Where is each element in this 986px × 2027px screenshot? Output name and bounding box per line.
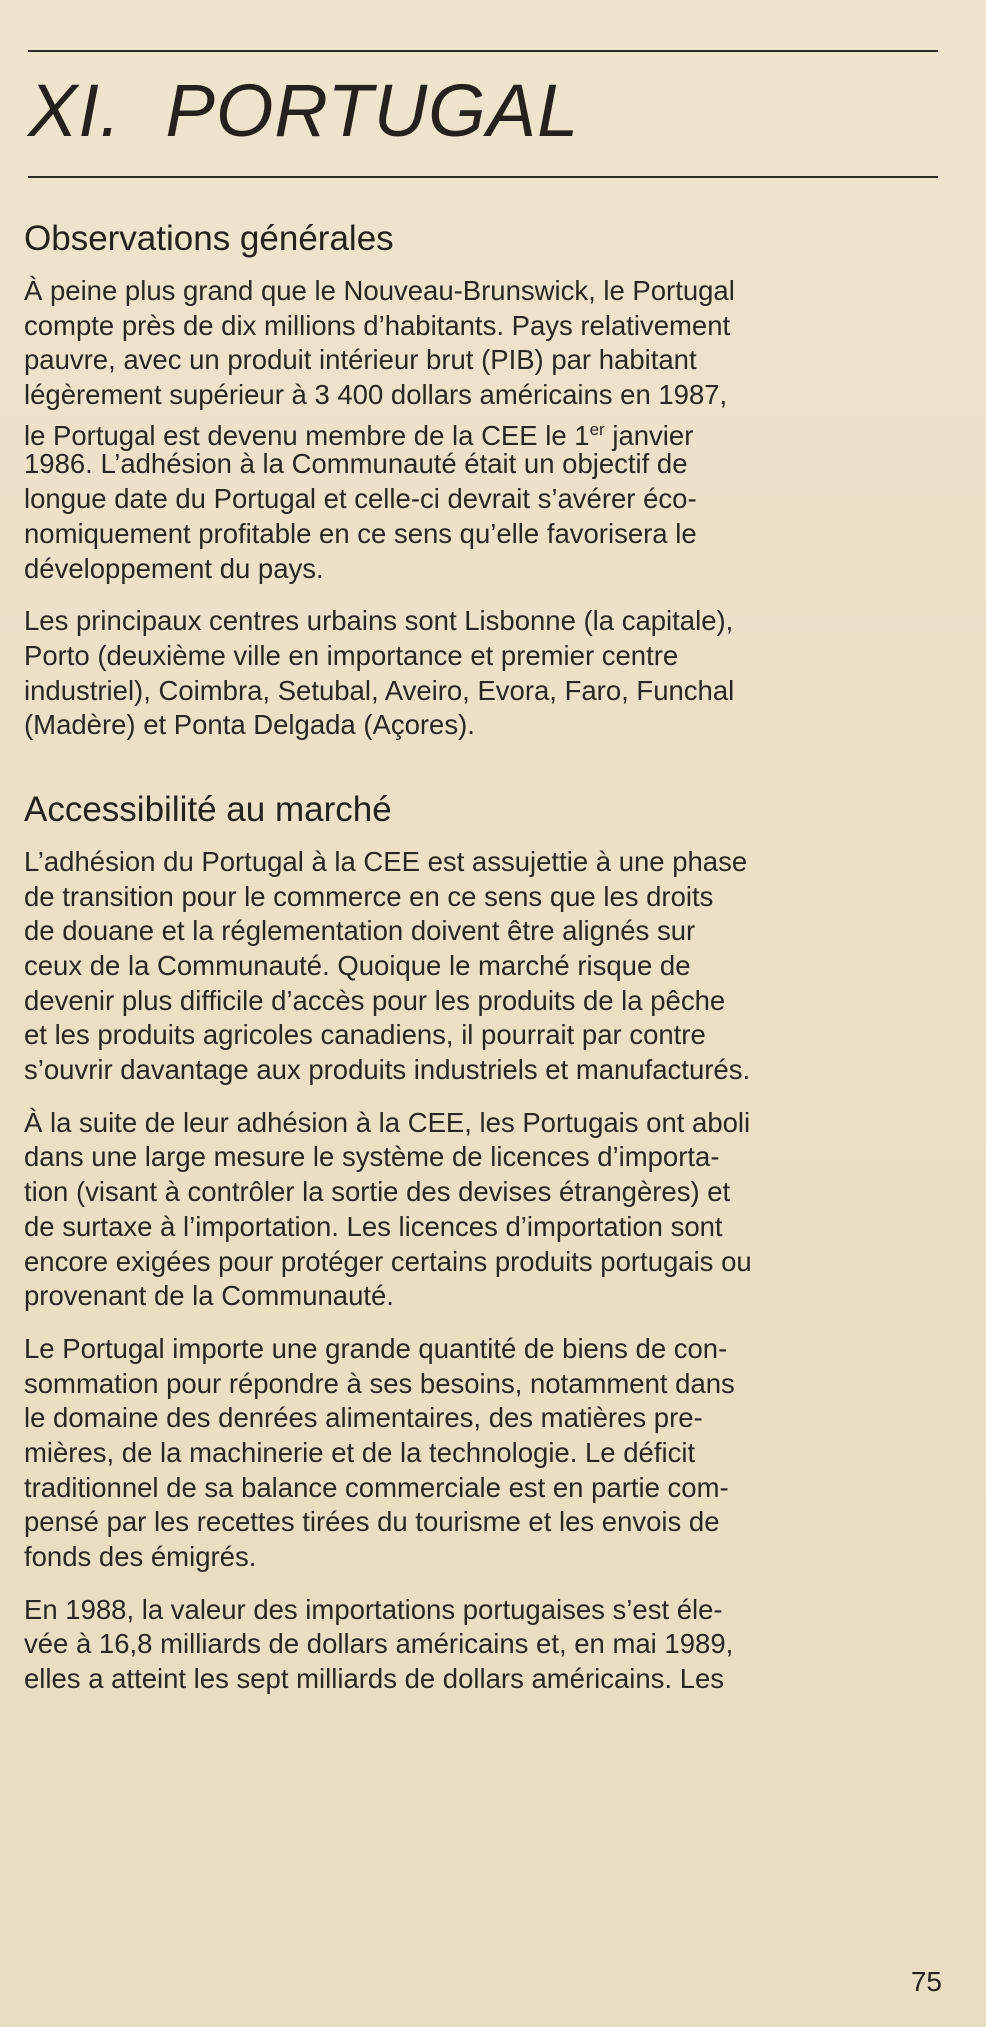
chapter-title [28, 69, 580, 152]
text-line: mières, de la machinerie et de la technologie. Le déficit [24, 1436, 696, 1468]
body-text [24, 218, 944, 1715]
paragraph [24, 604, 944, 743]
title-underline-rule [28, 176, 938, 178]
text-line: traditionnel de sa balance commerciale est en partie com- [24, 1471, 729, 1503]
text-line: et les produits agricoles canadiens, il pourrait par contre [24, 1019, 706, 1051]
text-line: s’ouvrir davantage aux produits industriels et manufacturés. [24, 1054, 751, 1086]
text-line: provenant de la Communauté. [24, 1280, 394, 1312]
paragraph [24, 1593, 944, 1697]
text-line: 1986. L’adhésion à la Communauté était un objectif de [24, 448, 688, 480]
text-line: dans une large mesure le système de licences d’importa- [24, 1141, 720, 1173]
text-line: À peine plus grand que le Nouveau-Brunswick, le Portugal [24, 275, 735, 306]
text-line: vée à 16,8 milliards de dollars américains et, en mai 1989, [24, 1628, 734, 1660]
text-line: ceux de la Communauté. Quoique le marché risque de [24, 950, 691, 981]
text-line: de transition pour le commerce en ce sens que les droits [24, 880, 714, 912]
text-line: En 1988, la valeur des importations portugaises s’est éle- [24, 1593, 723, 1625]
text-line: encore exigées pour protéger certains produits portugais ou [24, 1245, 752, 1277]
text-line: (Madère) et Ponta Delgada (Açores). [24, 709, 475, 741]
text-line: légèrement supérieur à 3 400 dollars américains en 1987, [24, 379, 728, 411]
section-heading: Accessibilité au marché [24, 789, 392, 829]
text-line: de douane et la réglementation doivent être alignés sur [24, 915, 696, 947]
paragraph [24, 1106, 944, 1314]
text-line: tion (visant à contrôler la sortie des devises étrangères) et [24, 1176, 731, 1208]
text-line: compte près de dix millions d’habitants. Pays relativement [24, 309, 731, 341]
text-line: Le Portugal importe une grande quantité de biens de con- [24, 1332, 728, 1364]
text-line: le domaine des denrées alimentaires, des matières pre- [24, 1402, 703, 1434]
text-line: pauvre, avec un produit intérieur brut (PIB) par habitant [24, 344, 697, 376]
paragraph [24, 1332, 944, 1575]
paragraph [24, 845, 944, 1088]
text-line: L’adhésion du Portugal à la CEE est assujettie à une phase [24, 845, 748, 877]
text-line: pensé par les recettes tirées du tourisme et les envois de [24, 1506, 720, 1538]
paragraph [24, 274, 944, 586]
text-line: Porto (deuxième ville en importance et premier centre [24, 639, 679, 671]
chapter-number: XI. [28, 69, 122, 152]
text-line: nomiquement profitable en ce sens qu’elle favorisera le [24, 517, 697, 549]
text-line: elles a atteint les sept milliards de dollars américains. Les [24, 1663, 725, 1695]
section-heading: Observations générales [24, 219, 394, 258]
ordinal-superscript: er [589, 419, 605, 439]
page-number: 75 [910, 1966, 942, 1997]
text-line: Les principaux centres urbains sont Lisbonne (la capitale), [24, 605, 734, 637]
text-line: longue date du Portugal et celle-ci devrait s’avérer éco- [24, 483, 697, 515]
text-line: fonds des émigrés. [24, 1541, 257, 1572]
section-spacer [24, 761, 944, 789]
text-line: À la suite de leur adhésion à la CEE, les Portugais ont aboli [24, 1106, 751, 1138]
text-line: le Portugal est devenu membre de la CEE le 1er janvier [24, 419, 694, 451]
text-line: sommation pour répondre à ses besoins, notamment dans [24, 1367, 735, 1399]
top-rule [28, 50, 938, 52]
chapter-name: PORTUGAL [165, 69, 580, 152]
text-line: industriel), Coimbra, Setubal, Aveiro, Evora, Faro, Funchal [24, 674, 735, 706]
text-line: développement du pays. [24, 552, 324, 584]
text-line: de surtaxe à l’importation. Les licences d’importation sont [24, 1210, 723, 1242]
text-line: devenir plus difficile d’accès pour les produits de la pêche [24, 984, 726, 1016]
